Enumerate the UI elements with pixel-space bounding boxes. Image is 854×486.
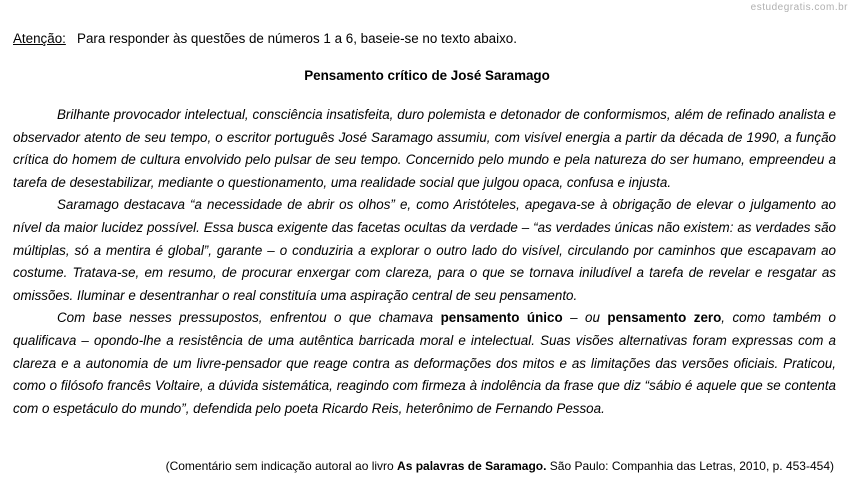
citation-prefix: (Comentário sem indicação autoral ao livro: [165, 459, 398, 473]
citation-book-title: As palavras de Saramago.: [397, 459, 547, 473]
citation-suffix: São Paulo: Companhia das Letras, 2010, p. 453-454): [546, 459, 834, 473]
paragraph-3-part-a: Com base nesses pressupostos, enfrentou o que chamava: [57, 310, 441, 326]
attention-note: [13, 31, 517, 46]
paragraph-3-part-c: – ou: [562, 310, 608, 326]
attention-text: Para responder às questões de números 1 a 6, baseie-se no texto abaixo.: [77, 31, 517, 46]
paragraph-3-part-d: , como também o qualificava – opondo-lhe a resistência de uma autêntica barricada moral e intelectual. Suas visões alternativas foram expressas com a clareza e a autonomia de um livre-pensador que reage contra as deformações dos mitos e as limitações das versões oficiais. Praticou, como o filósofo francês Voltaire, a dúvida sistemática, reagindo com firmeza à indolência da frase que diz “sábio é aquele que se contenta com o espetáculo do mundo”, defendida pelo poeta Ricardo Reis, heterônimo de Fernando Pessoa.: [13, 310, 836, 416]
site-watermark: estudegratis.com.br: [750, 2, 848, 13]
source-citation: [166, 459, 834, 473]
paragraph-3: [13, 307, 836, 420]
attention-label: Atenção:: [13, 31, 66, 46]
term-pensamento-zero: pensamento zero: [607, 310, 722, 326]
paragraph-1: Brilhante provocador intelectual, consciência insatisfeita, duro polemista e detonador de conformismos, além de refinado analista e observador atento de seu tempo, o escritor português José Saramago assumiu, com visível energia a partir da década de 1990, a função crítica do homem de cultura envolvido pelo pulsar de seu tempo. Concernido pelo mundo e pela natureza do ser humano, empreendeu a tarefa de desestabilizar, mediante o questionamento, uma realidade social que julgou opaca, confusa e injusta.: [13, 107, 836, 190]
text-body: [13, 104, 836, 420]
text-title: Pensamento crítico de José Saramago: [304, 68, 550, 83]
paragraph-2: Saramago destacava “a necessidade de abrir os olhos” e, como Aristóteles, apegava-se à obrigação de elevar o julgamento ao nível da maior lucidez possível. Essa busca exigente das facetas ocultas da verdade – “as verdades únicas não existem: as verdades são múltiplas, só a mentira é global”, garante – o conduziria a explorar o outro lado do visível, circulando por caminhos que escapavam ao costume. Tratava-se, em resumo, de procurar enxergar com clareza, para o que se tornava iniludível a tarefa de revelar e resgatar as omissões. Iluminar e desentranhar o real constituía uma aspiração central de seu pensamento.: [13, 197, 836, 303]
term-pensamento-unico: pensamento único: [440, 310, 563, 326]
